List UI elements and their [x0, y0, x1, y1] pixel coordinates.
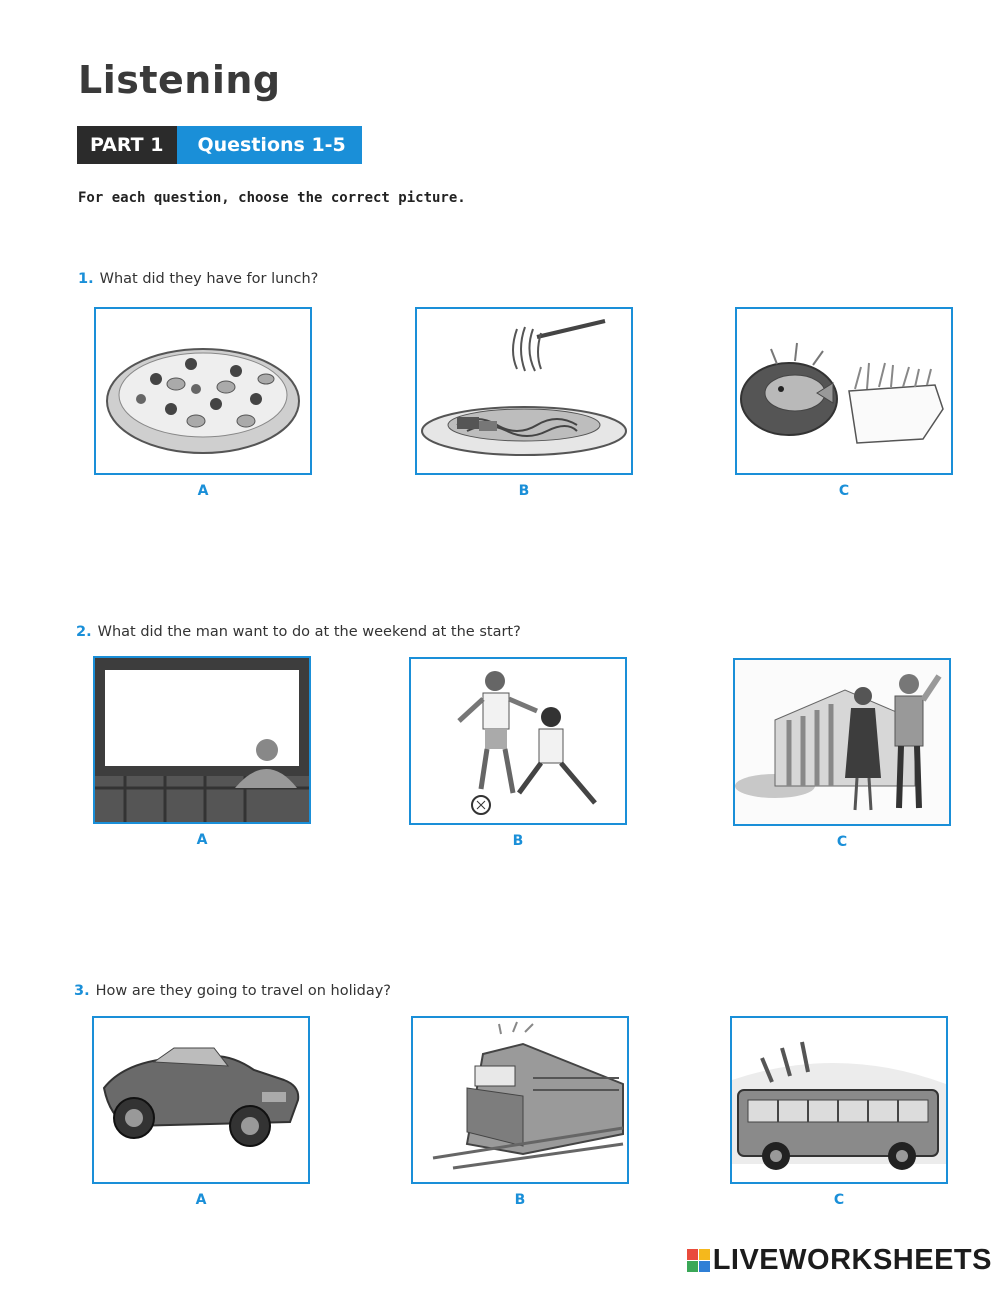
picture-frame[interactable]: [94, 307, 312, 475]
bus-icon: [732, 1018, 946, 1182]
option-3b[interactable]: [411, 1016, 629, 1208]
liveworksheets-logo-icon: [687, 1249, 710, 1272]
picture-frame[interactable]: [92, 1016, 310, 1184]
option-letter: B: [514, 1192, 526, 1208]
cinema-icon: [95, 658, 309, 822]
question-number: 2.: [76, 624, 92, 640]
question-text: What did the man want to do at the weekend at the start?: [97, 624, 521, 640]
option-letter: A: [196, 832, 208, 848]
option-letter: C: [833, 1192, 845, 1208]
liveworksheets-brand: [687, 1244, 992, 1277]
train-icon: [413, 1018, 627, 1182]
option-letter: B: [518, 483, 530, 499]
picture-frame[interactable]: [735, 307, 953, 475]
question-number: 3.: [74, 983, 90, 999]
car-icon: [94, 1018, 308, 1182]
option-2c[interactable]: [733, 658, 951, 850]
picture-frame[interactable]: [411, 1016, 629, 1184]
option-letter: A: [197, 483, 209, 499]
part-label: PART 1: [77, 126, 177, 164]
pizza-icon: [96, 309, 310, 473]
picture-frame[interactable]: [730, 1016, 948, 1184]
option-2b[interactable]: [409, 657, 627, 849]
picture-frame[interactable]: [733, 658, 951, 826]
spaghetti-icon: [417, 309, 631, 473]
fish-and-chips-icon: [737, 309, 951, 473]
question-2: [76, 624, 521, 640]
page-title: Listening: [78, 58, 281, 102]
brand-name: LIVEWORKSHEETS: [712, 1244, 992, 1276]
question-3: [74, 983, 391, 999]
part-questions-range: Questions 1-5: [177, 126, 361, 164]
option-2a[interactable]: [93, 656, 311, 848]
option-1b[interactable]: [415, 307, 633, 499]
option-3c[interactable]: [730, 1016, 948, 1208]
option-1a[interactable]: [94, 307, 312, 499]
part-badge: [77, 126, 362, 164]
option-letter: C: [838, 483, 850, 499]
question-text: What did they have for lunch?: [99, 271, 319, 287]
football-icon: [411, 659, 625, 823]
option-3a[interactable]: [92, 1016, 310, 1208]
option-1c[interactable]: [735, 307, 953, 499]
circus-icon: [735, 660, 949, 824]
picture-frame[interactable]: [93, 656, 311, 824]
instruction-text: For each question, choose the correct picture.: [78, 190, 466, 206]
question-text: How are they going to travel on holiday?: [95, 983, 391, 999]
picture-frame[interactable]: [415, 307, 633, 475]
option-letter: C: [836, 834, 848, 850]
option-letter: B: [512, 833, 524, 849]
picture-frame[interactable]: [409, 657, 627, 825]
question-number: 1.: [78, 271, 94, 287]
option-letter: A: [195, 1192, 207, 1208]
question-1: [78, 271, 318, 287]
